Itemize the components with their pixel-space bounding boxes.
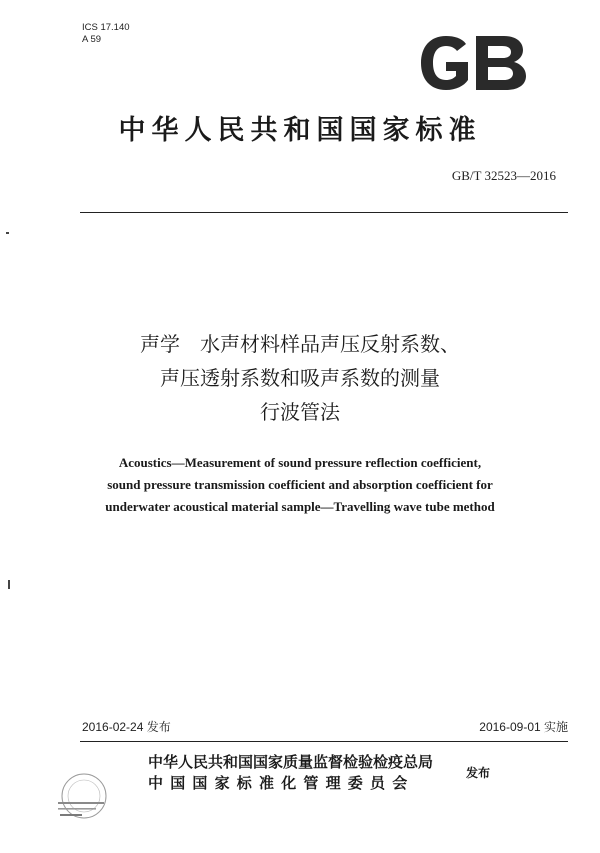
ics-code: ICS 17.140 xyxy=(82,22,130,33)
english-title-line-1: Acoustics—Measurement of sound pressure reflection coefficient, xyxy=(118,455,482,470)
scan-mark xyxy=(8,580,10,589)
chinese-title-line-1: 声学 水声材料样品声压反射系数、 xyxy=(140,332,460,356)
scan-mark xyxy=(6,232,9,234)
ccs-code: A 59 xyxy=(82,34,102,45)
gb-logo-icon xyxy=(418,34,530,92)
footer-divider xyxy=(80,741,568,742)
chinese-title-line-3: 行波管法 xyxy=(260,400,340,424)
english-title-line-2: sound pressure transmission coefficient and absorption coefficient for xyxy=(107,477,493,492)
chinese-title xyxy=(0,327,600,429)
standard-type-title: 中华人民共和国国家标准 xyxy=(118,115,482,146)
library-stamp-icon xyxy=(50,768,120,828)
english-title-line-3: underwater acoustical material sample—Travelling wave tube method xyxy=(105,499,495,514)
publish-label: 发布 xyxy=(466,766,491,780)
issuing-authorities xyxy=(148,752,433,794)
header-divider xyxy=(80,212,568,213)
english-title xyxy=(0,452,600,518)
implementation-date: 2016-09-01 实施 xyxy=(479,720,568,734)
classification-codes xyxy=(82,22,130,46)
issuer-line-1: 中华人民共和国国家质量监督检验检疫总局 xyxy=(148,753,434,771)
standard-number: GB/T 32523—2016 xyxy=(451,168,556,183)
publish-date: 2016-02-24 发布 xyxy=(82,720,171,734)
chinese-title-line-2: 声压透射系数和吸声系数的测量 xyxy=(160,366,440,390)
issuer-line-2: 中国国家标准化管理委员会 xyxy=(148,774,415,792)
